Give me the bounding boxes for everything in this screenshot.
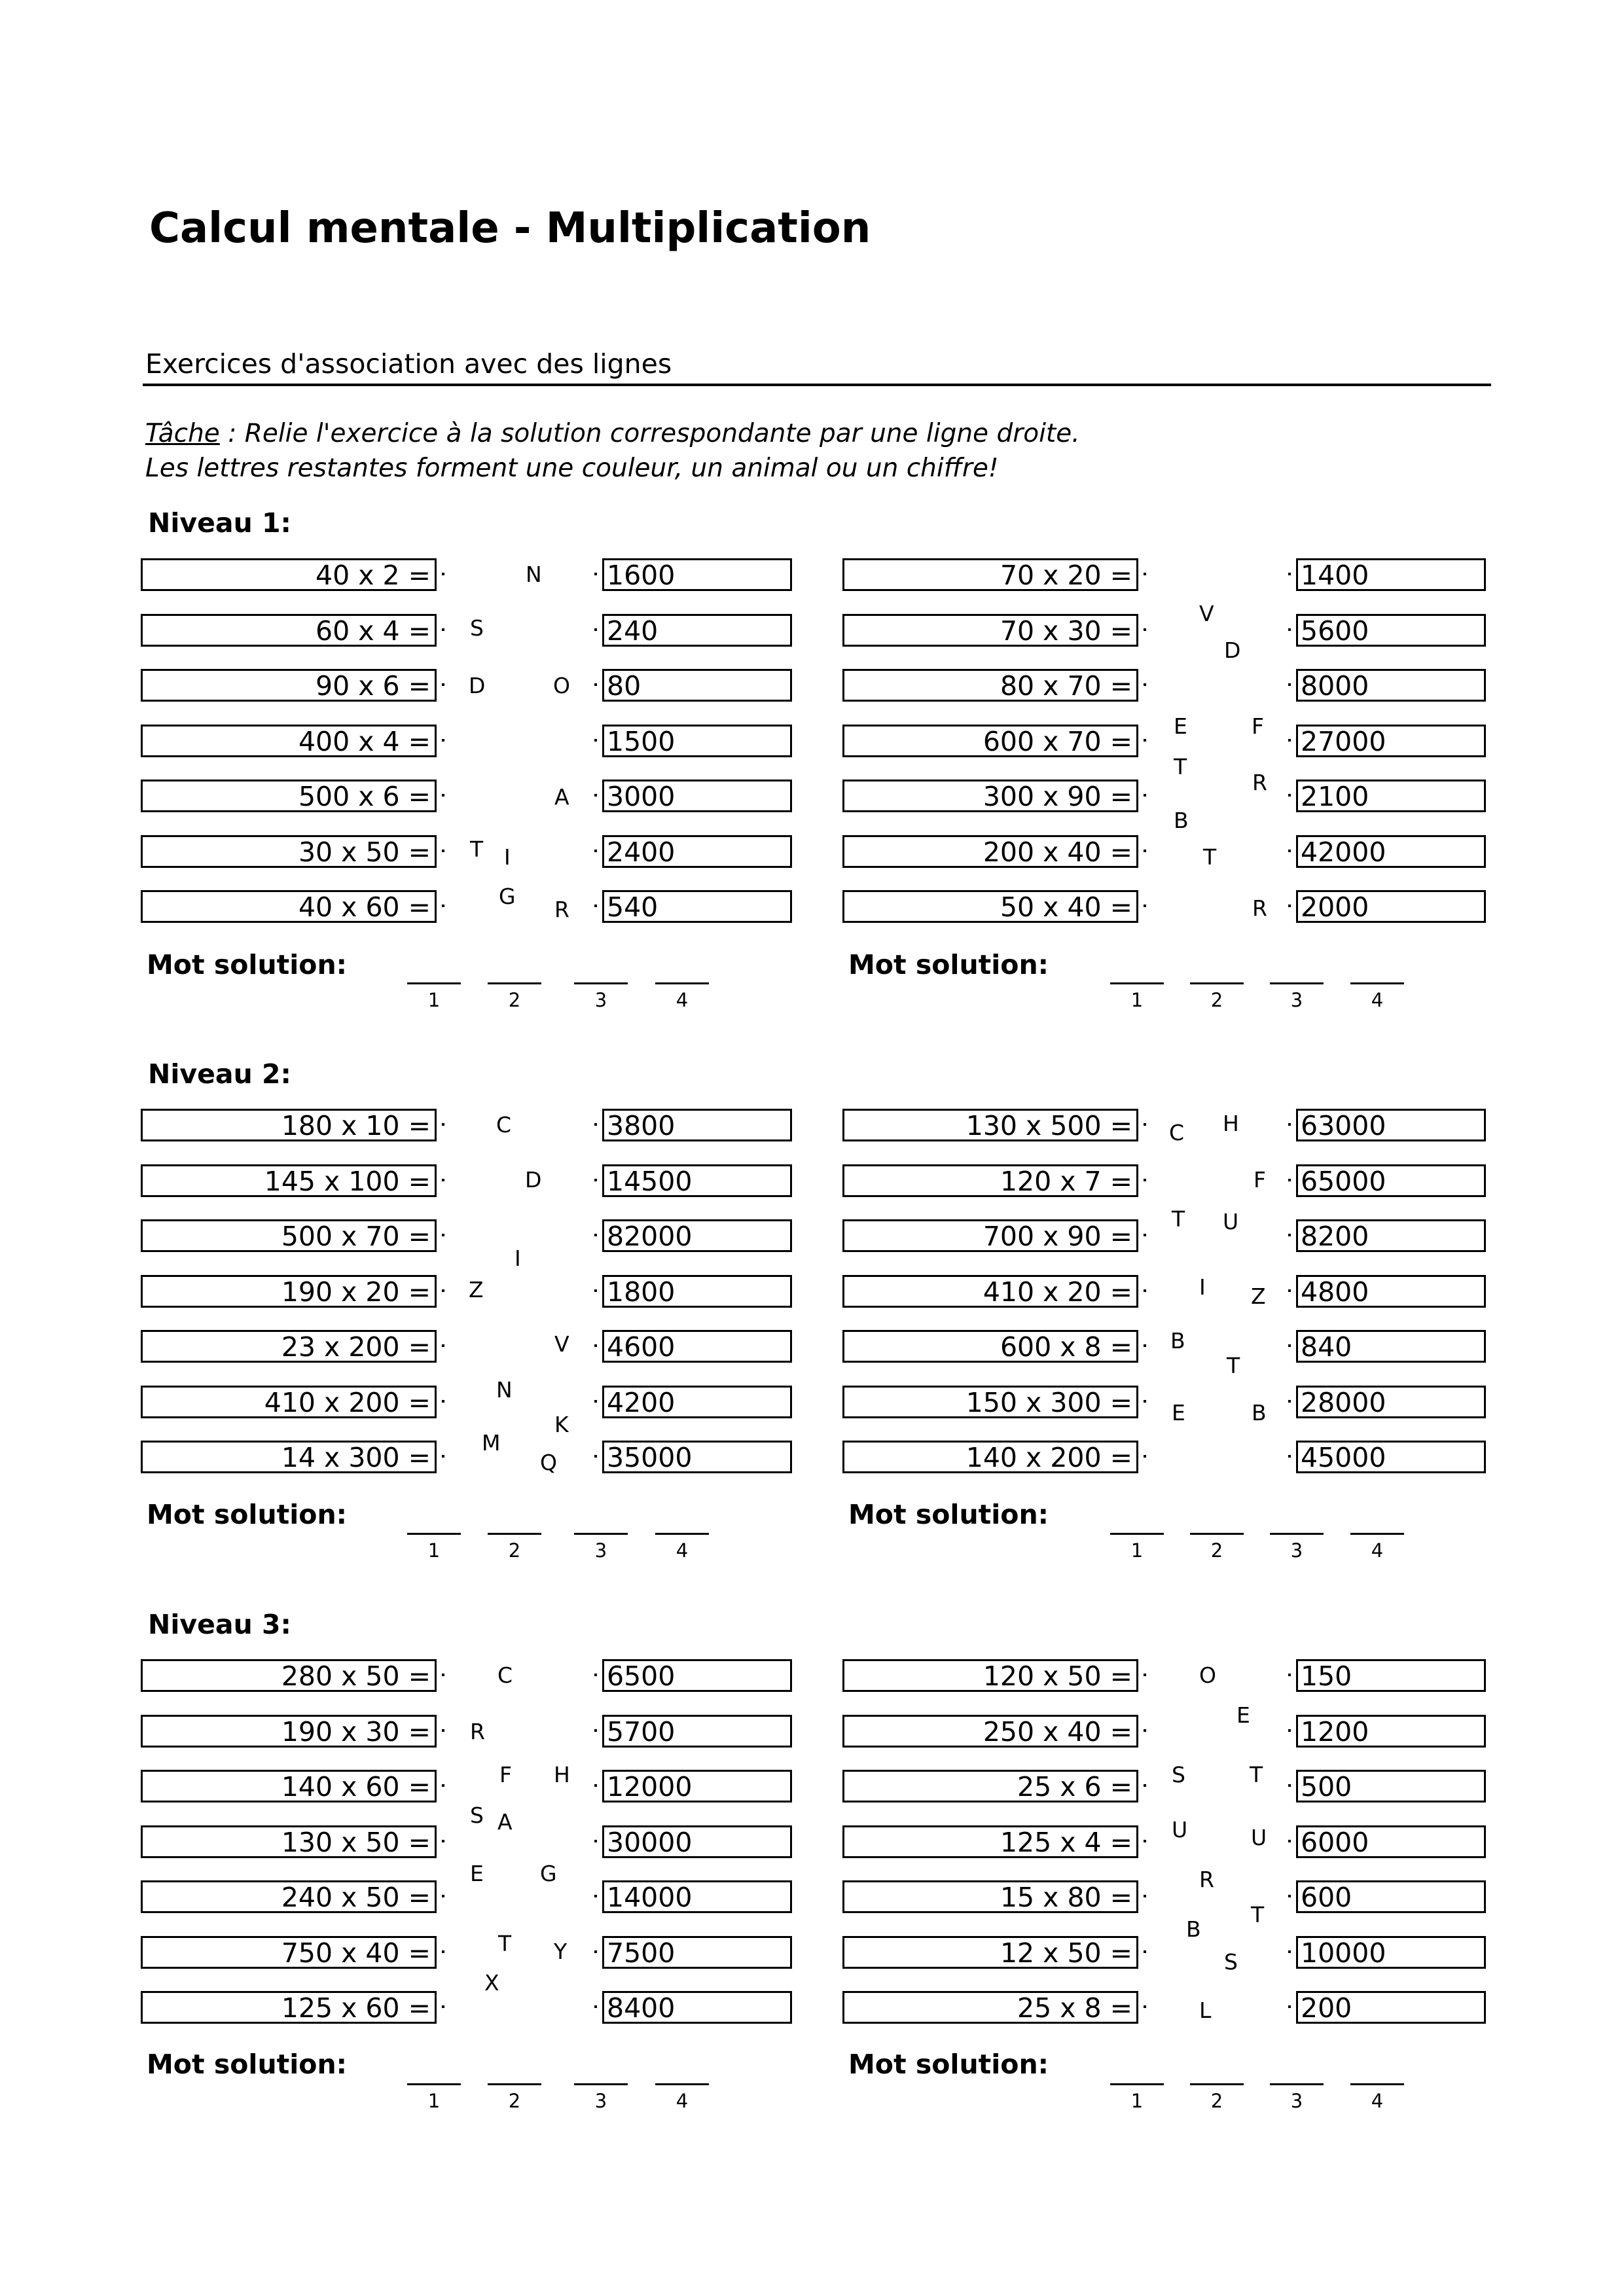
solution-word-label: Mot solution: [848, 949, 1049, 980]
blank-number: 2 [1210, 989, 1223, 1011]
blank-number: 4 [676, 1539, 689, 1562]
answer-connector-dot[interactable] [1288, 628, 1291, 631]
answer-box: 45000 [1296, 1441, 1486, 1473]
equation-box: 190 x 30 = [141, 1715, 437, 1748]
answer-box: 1400 [1296, 558, 1486, 591]
answer-box: 80 [602, 669, 792, 702]
level-label: Niveau 1: [148, 507, 291, 539]
equation-box: 120 x 7 = [842, 1164, 1138, 1197]
blank-number: 4 [1371, 1539, 1384, 1562]
answer-box: 2400 [602, 835, 792, 868]
blank-number: 1 [427, 989, 441, 1011]
equation-box: 130 x 500 = [842, 1109, 1138, 1141]
blank-number: 3 [1290, 2090, 1303, 2112]
task-instruction-line-1 [145, 419, 1080, 448]
equation-box: 70 x 20 = [842, 558, 1138, 591]
answer-connector-dot[interactable] [594, 1123, 597, 1126]
solution-letter-blank[interactable] [1350, 1533, 1404, 1535]
answer-box: 65000 [1296, 1164, 1486, 1197]
equation-box: 90 x 6 = [141, 669, 437, 702]
letter-mark: I [1199, 1274, 1206, 1300]
letter-mark: T [1250, 1762, 1263, 1787]
equation-box: 180 x 10 = [141, 1109, 437, 1141]
letter-mark: T [1174, 754, 1187, 780]
equation-connector-dot[interactable] [442, 683, 444, 686]
equation-box: 50 x 40 = [842, 890, 1138, 923]
solution-letter-blank[interactable] [1190, 2083, 1244, 2085]
letter-mark: S [470, 1803, 484, 1828]
letter-mark: A [497, 1809, 513, 1835]
task-label: Tâche [145, 419, 220, 448]
answer-connector-dot[interactable] [1288, 573, 1291, 575]
answer-box: 10000 [1296, 1936, 1486, 1969]
blank-number: 1 [1130, 989, 1144, 1011]
answer-box: 1500 [602, 725, 792, 757]
equation-box: 12 x 50 = [842, 1936, 1138, 1969]
answer-box: 6000 [1296, 1825, 1486, 1858]
solution-letter-blank[interactable] [407, 1533, 461, 1535]
equation-box: 410 x 200 = [141, 1386, 437, 1418]
answer-connector-dot[interactable] [594, 794, 597, 797]
answer-box: 4600 [602, 1330, 792, 1363]
letter-mark: T [470, 836, 484, 862]
solution-letter-blank[interactable] [1190, 1533, 1244, 1535]
solution-letter-blank[interactable] [574, 1533, 628, 1535]
blank-number: 4 [1371, 2090, 1384, 2112]
solution-letter-blank[interactable] [655, 2083, 709, 2085]
letter-mark: T [1227, 1353, 1240, 1378]
equation-box: 600 x 8 = [842, 1330, 1138, 1363]
equation-connector-dot[interactable] [442, 739, 444, 742]
answer-connector-dot[interactable] [594, 683, 597, 686]
answer-connector-dot[interactable] [1288, 1179, 1291, 1181]
letter-mark: T [1172, 1206, 1185, 1232]
blank-number: 2 [1210, 1539, 1223, 1562]
equation-connector-dot[interactable] [1144, 1895, 1146, 1897]
equation-connector-dot[interactable] [442, 2005, 444, 2008]
equation-box: 400 x 4 = [141, 725, 437, 757]
equation-connector-dot[interactable] [1144, 1123, 1146, 1126]
answer-connector-dot[interactable] [594, 1289, 597, 1292]
answer-connector-dot[interactable] [594, 739, 597, 742]
letter-mark: R [470, 1719, 485, 1744]
answer-connector-dot[interactable] [1288, 794, 1291, 797]
equation-box: 14 x 300 = [141, 1441, 437, 1473]
equation-connector-dot[interactable] [1144, 1234, 1146, 1236]
letter-mark: V [554, 1331, 569, 1357]
equation-connector-dot[interactable] [1144, 1729, 1146, 1732]
answer-connector-dot[interactable] [1288, 1784, 1291, 1787]
letter-mark: I [504, 844, 511, 870]
equation-box: 280 x 50 = [141, 1659, 437, 1692]
equation-box: 500 x 6 = [141, 780, 437, 812]
answer-box: 600 [1296, 1880, 1486, 1913]
letter-mark: C [1169, 1120, 1185, 1145]
answer-box: 7500 [602, 1936, 792, 1969]
solution-letter-blank[interactable] [655, 982, 709, 984]
blank-number: 2 [508, 1539, 521, 1562]
equation-box: 150 x 300 = [842, 1386, 1138, 1418]
equation-connector-dot[interactable] [442, 1234, 444, 1236]
letter-mark: C [497, 1662, 513, 1688]
equation-connector-dot[interactable] [442, 1179, 444, 1181]
letter-mark: D [469, 673, 486, 698]
equation-connector-dot[interactable] [1144, 2005, 1146, 2008]
equation-box: 140 x 60 = [141, 1770, 437, 1803]
equation-connector-dot[interactable] [1144, 1950, 1146, 1953]
solution-letter-blank[interactable] [488, 2083, 541, 2085]
equation-box: 410 x 20 = [842, 1275, 1138, 1308]
letter-mark: B [1252, 1400, 1267, 1426]
answer-box: 8200 [1296, 1219, 1486, 1252]
answer-box: 240 [602, 614, 792, 647]
letter-mark: C [496, 1112, 512, 1138]
equation-box: 40 x 2 = [141, 558, 437, 591]
equation-box: 125 x 4 = [842, 1825, 1138, 1858]
answer-box: 1200 [1296, 1715, 1486, 1748]
letter-mark: R [1252, 895, 1267, 921]
answer-box: 30000 [602, 1825, 792, 1858]
answer-connector-dot[interactable] [1288, 1455, 1291, 1458]
solution-letter-blank[interactable] [488, 982, 541, 984]
answer-box: 63000 [1296, 1109, 1486, 1141]
answer-connector-dot[interactable] [1288, 1289, 1291, 1292]
answer-connector-dot[interactable] [594, 1674, 597, 1676]
letter-mark: N [496, 1377, 513, 1403]
equation-connector-dot[interactable] [442, 1784, 444, 1787]
task-instruction-text: : Relie l'exercice à la solution correspondante par une ligne droite. [219, 419, 1080, 448]
solution-letter-blank[interactable] [1110, 1533, 1164, 1535]
answer-connector-dot[interactable] [1288, 683, 1291, 686]
equation-connector-dot[interactable] [1144, 850, 1146, 852]
equation-connector-dot[interactable] [1144, 1784, 1146, 1787]
equation-connector-dot[interactable] [1144, 1289, 1146, 1292]
letter-mark: R [554, 897, 569, 922]
answer-box: 28000 [1296, 1386, 1486, 1418]
answer-box: 27000 [1296, 725, 1486, 757]
equation-connector-dot[interactable] [442, 1344, 444, 1347]
solution-word-label: Mot solution: [147, 2049, 348, 2080]
equation-box: 125 x 60 = [141, 1991, 437, 2024]
letter-mark: L [1199, 1998, 1212, 2023]
answer-connector-dot[interactable] [594, 1840, 597, 1842]
level-label: Niveau 3: [148, 1609, 291, 1640]
equation-connector-dot[interactable] [1144, 1674, 1146, 1676]
answer-box: 14000 [602, 1880, 792, 1913]
equation-connector-dot[interactable] [442, 1950, 444, 1953]
answer-box: 1800 [602, 1275, 792, 1308]
letter-mark: K [554, 1412, 569, 1437]
answer-connector-dot[interactable] [594, 1179, 597, 1181]
equation-connector-dot[interactable] [442, 794, 444, 797]
equation-box: 80 x 70 = [842, 669, 1138, 702]
answer-connector-dot[interactable] [594, 905, 597, 907]
equation-box: 200 x 40 = [842, 835, 1138, 868]
answer-connector-dot[interactable] [1288, 1344, 1291, 1347]
answer-box: 3800 [602, 1109, 792, 1141]
letter-mark: T [1203, 844, 1217, 870]
answer-box: 6500 [602, 1659, 792, 1692]
solution-letter-blank[interactable] [1110, 982, 1164, 984]
equation-box: 40 x 60 = [141, 890, 437, 923]
solution-word-label: Mot solution: [147, 949, 348, 980]
letter-mark: B [1174, 808, 1189, 833]
equation-box: 190 x 20 = [141, 1275, 437, 1308]
page-title: Calcul mentale - Multiplication [149, 204, 871, 253]
answer-connector-dot[interactable] [1288, 1950, 1291, 1953]
equation-box: 25 x 6 = [842, 1770, 1138, 1803]
equation-box: 700 x 90 = [842, 1219, 1138, 1252]
answer-connector-dot[interactable] [1288, 1123, 1291, 1126]
answer-connector-dot[interactable] [594, 1950, 597, 1953]
equation-connector-dot[interactable] [442, 1674, 444, 1676]
equation-box: 140 x 200 = [842, 1441, 1138, 1473]
equation-connector-dot[interactable] [1144, 683, 1146, 686]
letter-mark: T [1251, 1902, 1265, 1928]
answer-connector-dot[interactable] [594, 1455, 597, 1458]
equation-connector-dot[interactable] [1144, 905, 1146, 907]
answer-connector-dot[interactable] [594, 1784, 597, 1787]
answer-box: 200 [1296, 1991, 1486, 2024]
answer-box: 35000 [602, 1441, 792, 1473]
answer-connector-dot[interactable] [594, 573, 597, 575]
letter-mark: S [470, 615, 484, 641]
solution-letter-blank[interactable] [1270, 982, 1324, 984]
letter-mark: U [1172, 1817, 1188, 1842]
letter-mark: Q [540, 1450, 557, 1475]
answer-connector-dot[interactable] [594, 850, 597, 852]
solution-letter-blank[interactable] [1270, 2083, 1324, 2085]
letter-mark: F [1254, 1167, 1266, 1193]
answer-connector-dot[interactable] [1288, 1840, 1291, 1842]
equation-connector-dot[interactable] [1144, 1455, 1146, 1458]
blank-number: 3 [1290, 989, 1303, 1011]
equation-connector-dot[interactable] [442, 1400, 444, 1403]
task-instruction-line-2: Les lettres restantes forment une couleur, un animal ou un chiffre! [145, 454, 999, 483]
solution-word-label: Mot solution: [848, 1499, 1049, 1530]
equation-connector-dot[interactable] [1144, 794, 1146, 797]
solution-word-label: Mot solution: [147, 1499, 348, 1530]
solution-letter-blank[interactable] [1270, 1533, 1324, 1535]
equation-box: 240 x 50 = [141, 1880, 437, 1913]
letter-mark: G [540, 1861, 557, 1886]
letter-mark: Z [469, 1277, 484, 1302]
equation-connector-dot[interactable] [442, 628, 444, 631]
blank-number: 3 [594, 2090, 607, 2112]
answer-connector-dot[interactable] [594, 1400, 597, 1403]
letter-mark: N [526, 562, 542, 587]
letter-mark: X [484, 1970, 499, 1996]
answer-connector-dot[interactable] [1288, 1400, 1291, 1403]
equation-box: 70 x 30 = [842, 614, 1138, 647]
answer-connector-dot[interactable] [1288, 1729, 1291, 1732]
solution-letter-blank[interactable] [1110, 2083, 1164, 2085]
letter-mark: O [1199, 1662, 1216, 1688]
equation-box: 750 x 40 = [141, 1936, 437, 1969]
answer-box: 4200 [602, 1386, 792, 1418]
answer-connector-dot[interactable] [1288, 1674, 1291, 1676]
letter-mark: D [525, 1167, 542, 1193]
letter-mark: M [482, 1430, 501, 1456]
equation-box: 250 x 40 = [842, 1715, 1138, 1748]
letter-mark: Y [554, 1939, 568, 1964]
answer-box: 3000 [602, 780, 792, 812]
blank-number: 1 [1130, 1539, 1144, 1562]
answer-box: 82000 [602, 1219, 792, 1252]
equation-box: 23 x 200 = [141, 1330, 437, 1363]
letter-mark: F [1252, 713, 1264, 739]
letter-mark: B [1170, 1328, 1185, 1354]
blank-number: 3 [594, 1539, 607, 1562]
equation-connector-dot[interactable] [1144, 573, 1146, 575]
solution-letter-blank[interactable] [1190, 982, 1244, 984]
blank-number: 4 [676, 989, 689, 1011]
answer-box: 150 [1296, 1659, 1486, 1692]
letter-mark: V [1199, 601, 1214, 626]
letter-mark: S [1172, 1762, 1185, 1787]
letter-mark: R [1252, 770, 1267, 795]
equation-connector-dot[interactable] [442, 573, 444, 575]
answer-box: 840 [1296, 1330, 1486, 1363]
blank-number: 4 [676, 2090, 689, 2112]
letter-mark: B [1186, 1916, 1201, 1942]
equation-box: 120 x 50 = [842, 1659, 1138, 1692]
equation-box: 60 x 4 = [141, 614, 437, 647]
letter-mark: Z [1251, 1283, 1266, 1309]
letter-mark: U [1223, 1209, 1239, 1234]
equation-connector-dot[interactable] [1144, 1344, 1146, 1347]
equation-box: 30 x 50 = [141, 835, 437, 868]
answer-box: 8400 [602, 1991, 792, 2024]
equation-connector-dot[interactable] [442, 1895, 444, 1897]
equation-box: 300 x 90 = [842, 780, 1138, 812]
blank-number: 2 [508, 989, 521, 1011]
answer-box: 500 [1296, 1770, 1486, 1803]
equation-box: 25 x 8 = [842, 1991, 1138, 2024]
letter-mark: O [553, 673, 570, 698]
answer-connector-dot[interactable] [1288, 905, 1291, 907]
answer-box: 5700 [602, 1715, 792, 1748]
solution-letter-blank[interactable] [574, 2083, 628, 2085]
blank-number: 4 [1371, 989, 1384, 1011]
answer-box: 1600 [602, 558, 792, 591]
blank-number: 2 [508, 2090, 521, 2112]
answer-box: 2000 [1296, 890, 1486, 923]
letter-mark: T [498, 1931, 512, 1956]
letter-mark: A [554, 784, 569, 810]
solution-letter-blank[interactable] [407, 982, 461, 984]
answer-box: 42000 [1296, 835, 1486, 868]
answer-box: 5600 [1296, 614, 1486, 647]
equation-box: 145 x 100 = [141, 1164, 437, 1197]
letter-mark: E [470, 1861, 484, 1886]
solution-letter-blank[interactable] [1350, 2083, 1404, 2085]
answer-connector-dot[interactable] [594, 1895, 597, 1897]
equation-connector-dot[interactable] [1144, 628, 1146, 631]
blank-number: 1 [427, 1539, 441, 1562]
answer-box: 540 [602, 890, 792, 923]
answer-connector-dot[interactable] [594, 1729, 597, 1732]
answer-box: 2100 [1296, 780, 1486, 812]
answer-connector-dot[interactable] [594, 1344, 597, 1347]
solution-letter-blank[interactable] [488, 1533, 541, 1535]
solution-word-label: Mot solution: [848, 2049, 1049, 2080]
equation-connector-dot[interactable] [442, 1729, 444, 1732]
equation-connector-dot[interactable] [442, 1123, 444, 1126]
letter-mark: E [1174, 713, 1187, 739]
section-subtitle: Exercices d'association avec des lignes [145, 348, 672, 380]
answer-connector-dot[interactable] [1288, 850, 1291, 852]
blank-number: 3 [1290, 1539, 1303, 1562]
answer-connector-dot[interactable] [594, 1234, 597, 1236]
letter-mark: U [1251, 1825, 1267, 1850]
letter-mark: D [1224, 637, 1241, 663]
blank-number: 2 [1210, 2090, 1223, 2112]
answer-connector-dot[interactable] [1288, 739, 1291, 742]
letter-mark: H [554, 1762, 570, 1787]
equation-connector-dot[interactable] [1144, 1179, 1146, 1181]
solution-letter-blank[interactable] [574, 982, 628, 984]
equation-box: 15 x 80 = [842, 1880, 1138, 1913]
equation-connector-dot[interactable] [442, 1455, 444, 1458]
letter-mark: E [1172, 1400, 1185, 1426]
blank-number: 1 [427, 2090, 441, 2112]
answer-connector-dot[interactable] [1288, 2005, 1291, 2008]
equation-connector-dot[interactable] [442, 850, 444, 852]
answer-box: 12000 [602, 1770, 792, 1803]
answer-box: 8000 [1296, 669, 1486, 702]
answer-connector-dot[interactable] [594, 628, 597, 631]
letter-mark: E [1236, 1702, 1250, 1728]
equation-box: 600 x 70 = [842, 725, 1138, 757]
equation-connector-dot[interactable] [442, 1289, 444, 1292]
equation-box: 500 x 70 = [141, 1219, 437, 1252]
answer-connector-dot[interactable] [594, 2005, 597, 2008]
solution-letter-blank[interactable] [1350, 982, 1404, 984]
equation-connector-dot[interactable] [442, 1840, 444, 1842]
solution-letter-blank[interactable] [655, 1533, 709, 1535]
answer-box: 4800 [1296, 1275, 1486, 1308]
equation-connector-dot[interactable] [442, 905, 444, 907]
subtitle-rule [143, 384, 1491, 386]
answer-box: 14500 [602, 1164, 792, 1197]
letter-mark: G [499, 884, 516, 909]
equation-box: 130 x 50 = [141, 1825, 437, 1858]
letter-mark: R [1199, 1867, 1214, 1892]
letter-mark: H [1223, 1111, 1239, 1136]
letter-mark: S [1224, 1949, 1238, 1975]
letter-mark: F [499, 1762, 512, 1787]
blank-number: 1 [1130, 2090, 1144, 2112]
equation-connector-dot[interactable] [1144, 739, 1146, 742]
blank-number: 3 [594, 989, 607, 1011]
solution-letter-blank[interactable] [407, 2083, 461, 2085]
answer-connector-dot[interactable] [1288, 1234, 1291, 1236]
equation-connector-dot[interactable] [1144, 1400, 1146, 1403]
level-label: Niveau 2: [148, 1058, 291, 1090]
equation-connector-dot[interactable] [1144, 1840, 1146, 1842]
letter-mark: I [514, 1246, 521, 1271]
answer-connector-dot[interactable] [1288, 1895, 1291, 1897]
